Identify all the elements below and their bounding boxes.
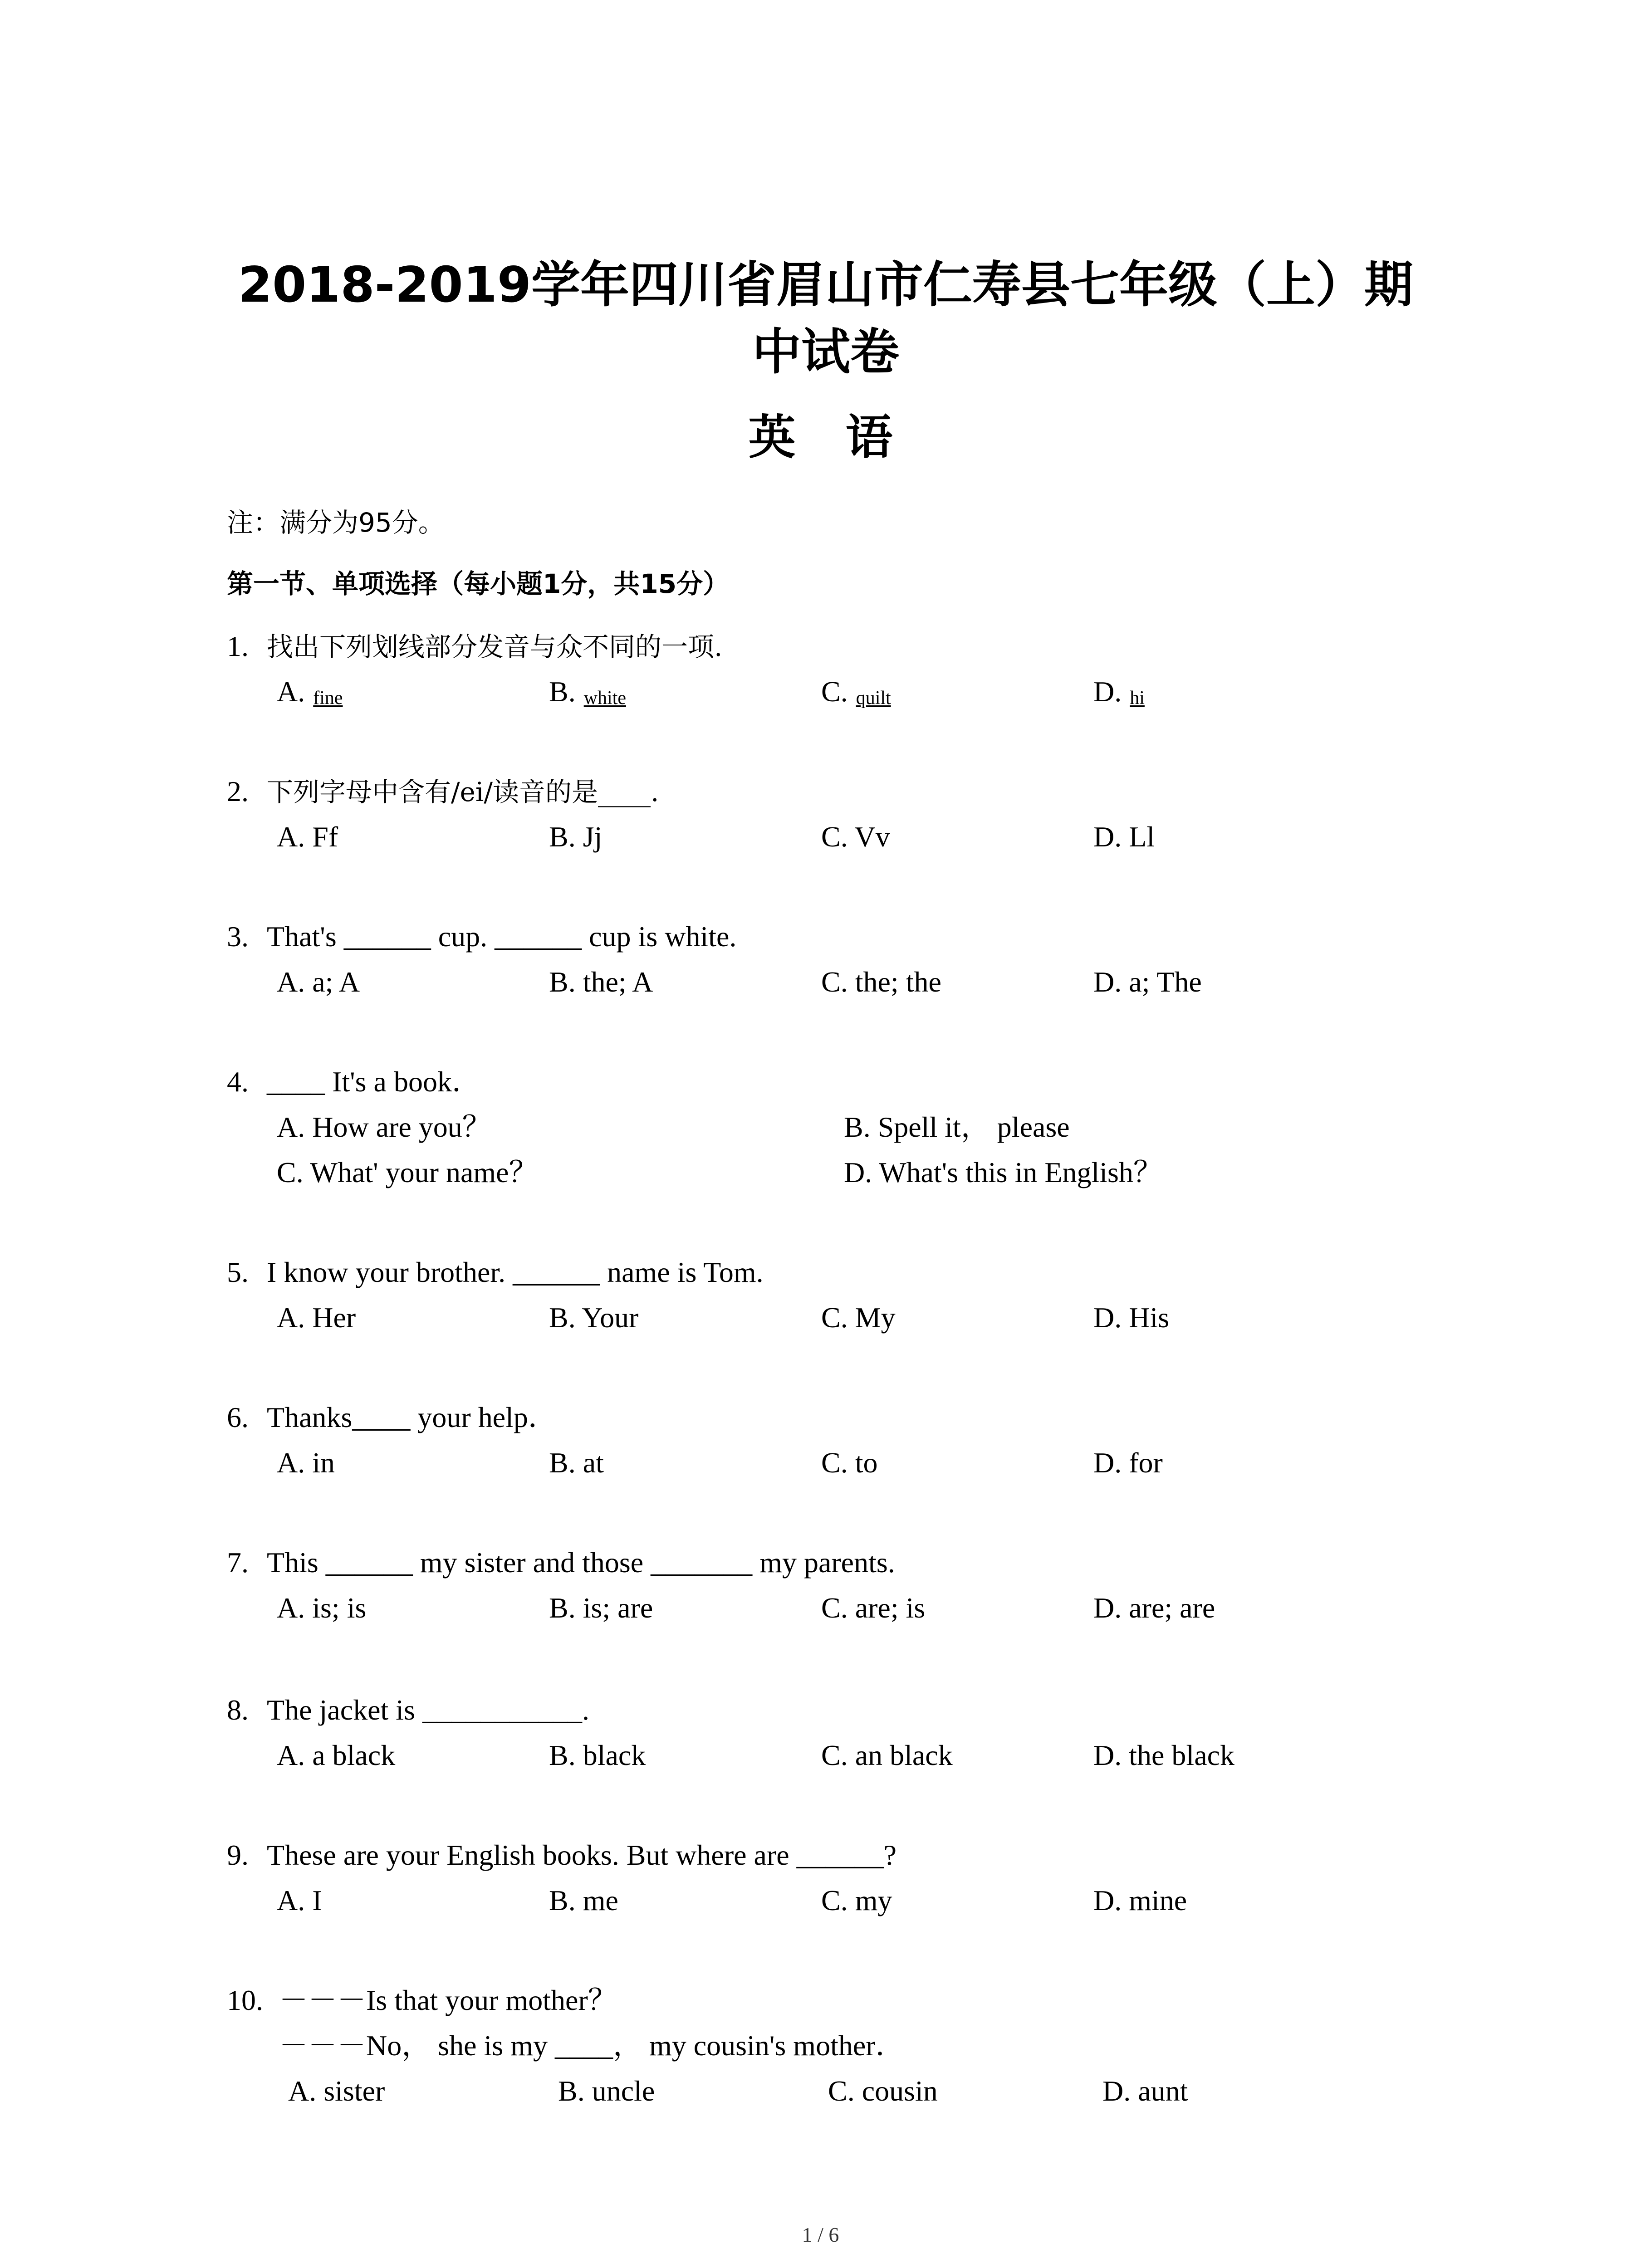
options-row [227,959,1202,1005]
option-d-word: hi [1130,688,1145,709]
options-row [227,2068,1188,2114]
question-7 [227,1540,1215,1631]
question-stem [227,1250,764,1295]
options-row [227,1105,1070,1150]
question-number: 5. [227,1256,249,1288]
question-1 [227,624,1145,714]
question-text: The jacket is ___________. [267,1694,589,1726]
option-d: D. hi [1093,675,1145,709]
question-number: 6. [227,1401,249,1433]
option-c: C. What' your name？ [277,1156,538,1188]
option-a-word: fine [313,688,343,709]
options-row [227,1585,1215,1631]
question-stem [227,1687,589,1733]
question-4 [227,1059,1162,1195]
option-d: D. What's this in English？ [844,1156,1162,1188]
option-c: C. my [821,1884,892,1916]
option-b: B. Spell it， please [844,1111,1070,1143]
question-stem [227,1540,895,1585]
option-a: A. How are you？ [277,1111,491,1143]
question-number: 3. [227,920,249,953]
question-9 [227,1833,1187,1923]
options-row [227,1150,1162,1195]
question-stem [227,1978,905,2023]
option-a: A. sister [288,2075,385,2107]
exam-title: 2018-2019学年四川省眉山市仁寿县七年级（上）期中试卷 [238,257,1413,381]
option-b: B. at [549,1447,604,1479]
option-a: A. I [277,1884,322,1916]
option-d: D. the black [1093,1739,1234,1771]
option-a: A. is; is [277,1592,367,1624]
option-c: C. Vv [821,821,890,853]
option-a: A. Ff [277,821,338,853]
question-dialog-line: －－－No， she is my ____， my cousin's mother． [279,2029,905,2062]
option-c: C. are; is [821,1592,926,1624]
question-number: 4. [227,1066,249,1098]
question-text: That's ______ cup. ______ cup is white. [267,920,737,953]
question-stem [227,1395,557,1440]
option-c: C. to [821,1447,878,1479]
options-row [227,1878,1187,1923]
option-c: C. My [821,1301,896,1334]
options-row [227,669,1145,714]
option-d: D. a; The [1093,966,1202,998]
question-text: －－－Is that your mother？ [279,1984,617,2016]
option-d: D. are; are [1093,1592,1215,1624]
question-stem [227,769,659,814]
question-8 [227,1687,1234,1778]
option-b: B. Your [549,1301,639,1334]
question-number: 9. [227,1839,249,1871]
option-a: A. Her [277,1301,356,1334]
question-stem [227,1059,481,1105]
option-a: A. fine [277,675,343,709]
question-stem [227,1833,896,1878]
subject-heading: 英语 [748,410,943,465]
question-5 [227,1250,1170,1340]
options-row [227,1440,1163,1486]
question-stem [227,914,736,959]
option-d: D. aunt [1102,2075,1188,2107]
question-stem [227,624,722,669]
question-2 [227,769,1155,860]
question-6 [227,1395,1163,1486]
question-text: I know your brother. ______ name is Tom. [267,1256,764,1288]
question-10 [227,1978,1188,2114]
question-text: These are your English books. But where are ______? [267,1839,897,1871]
page-number: 1 / 6 [802,2223,839,2246]
option-b: B. white [549,675,626,709]
question-number: 1. [227,630,249,662]
option-b: B. black [549,1739,646,1771]
option-b: B. is; are [549,1592,653,1624]
question-3 [227,914,1202,1005]
option-d: D. Ll [1093,821,1155,853]
option-c-word: quilt [856,688,891,709]
option-c: C. cousin [828,2075,938,2107]
question-text: 下列字母中含有/ei/读音的是____. [267,777,659,807]
question-number: 2. [227,775,249,807]
option-a: A. in [277,1447,335,1479]
option-a: A. a; A [277,966,360,998]
option-a: A. a black [277,1739,396,1771]
question-text: This ______ my sister and those _______ my parents. [267,1546,895,1579]
options-row [227,1733,1234,1778]
question-text: 找出下列划线部分发音与众不同的一项. [267,631,723,662]
option-b: B. uncle [558,2075,655,2107]
section-title: 第一节、单项选择（每小题1分，共15分） [227,568,730,599]
question-number: 10. [227,1984,263,2016]
option-b: B. Jj [549,821,603,853]
question-number: 7. [227,1546,249,1579]
options-row [227,814,1155,860]
option-c: C. the; the [821,966,941,998]
option-c: C. quilt [821,675,891,709]
score-note: 注：满分为95分。 [227,507,445,538]
option-b-word: white [583,688,626,709]
option-d: D. His [1093,1301,1170,1334]
option-b: B. me [549,1884,618,1916]
question-text: Thanks____ your help． [267,1401,557,1433]
options-row [227,1295,1170,1340]
option-d: D. for [1093,1447,1163,1479]
option-c: C. an black [821,1739,953,1771]
question-text: ____ It's a book． [267,1066,481,1098]
option-d: D. mine [1093,1884,1187,1916]
question-number: 8. [227,1694,249,1726]
option-b: B. the; A [549,966,653,998]
